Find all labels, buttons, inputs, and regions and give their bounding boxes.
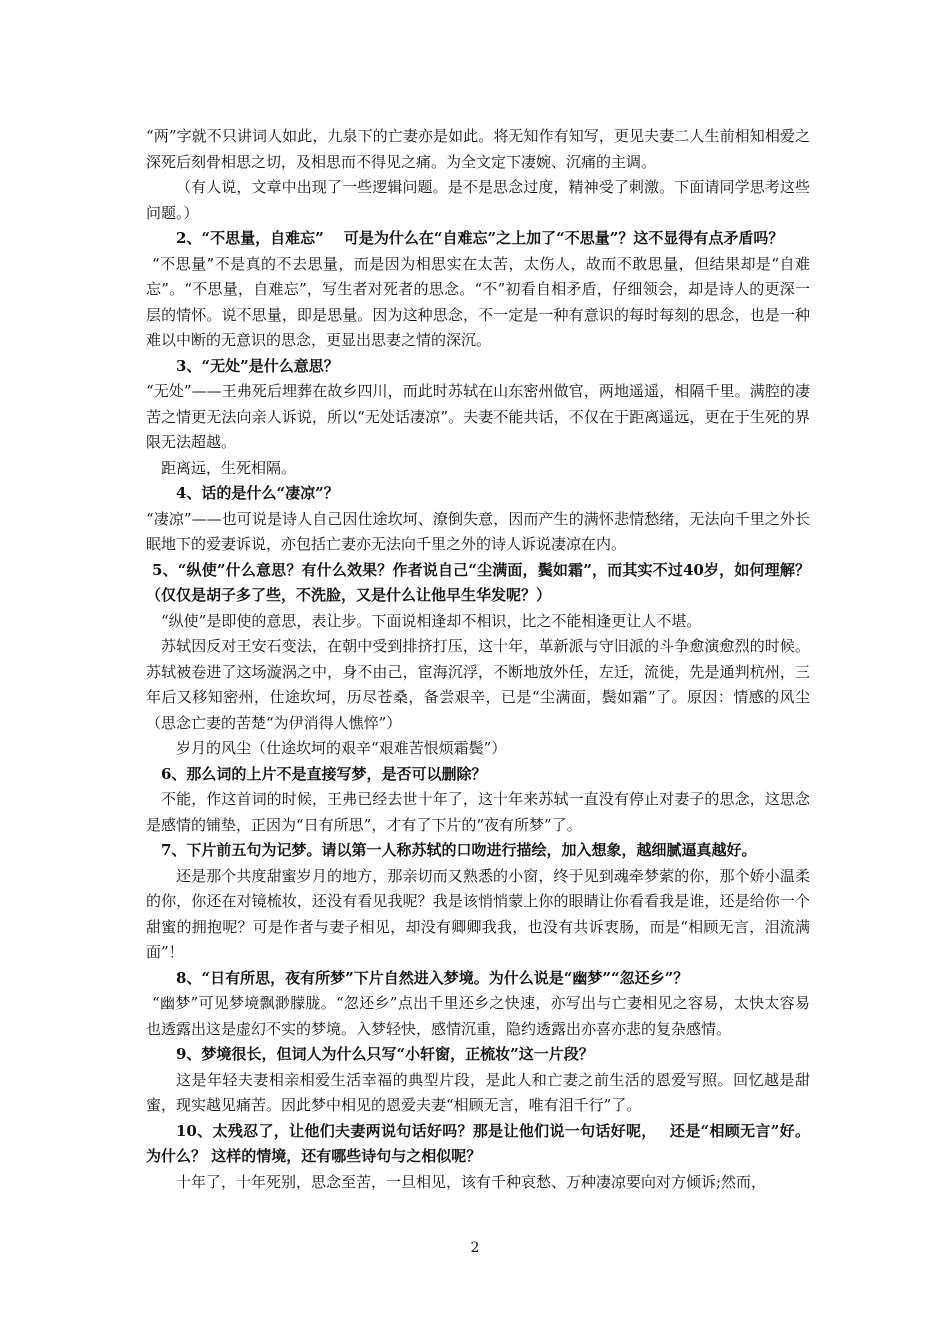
paragraph: 距离远，生死相隔。	[161, 458, 297, 477]
question-heading: 4、话的是什么“凄凉”？	[176, 484, 339, 502]
question-heading: 6、那么词的上片不是直接写梦，是否可以删除？	[161, 764, 487, 783]
paragraph: （有人说，文章中出现了一些逻辑问题。是不是思念过度，精神受了刺激。下面请同学思考这些问题。）	[146, 178, 810, 222]
question-heading: 7、下片前五句为记梦。请以第一人称苏轼的口吻进行描绘，加入想象，越细腻逼真越好。	[161, 841, 757, 859]
question-heading: 3、“无处”是什么意思？	[176, 356, 339, 375]
question-heading: 5、“纵使”什么意思？有什么效果？作者说自己“尘满面，鬓如霜”，而其实不过40岁，如何理解？（仅仅是胡子多了些，不洗脸，又是什么让他早生华发呢？）	[146, 560, 810, 604]
paragraph: “无处”——王弗死后埋葬在故乡四川，而此时苏轼在山东密州做官，两地遥遥，相隔千里。满腔的凄苦之情更无法向亲人诉说，所以“无处话凄凉”。夫妻不能共话，不仅在于距离遥远，更在于生死的界限无法超越。	[146, 382, 810, 451]
paragraph: 这是年轻夫妻相亲相爱生活幸福的典型片段，是此人和亡妻之前生活的恩爱写照。回忆越是甜蜜，现实越见痛苦。因此梦中相见的恩爱夫妻“相顾无言，唯有泪千行”了。	[146, 1070, 810, 1114]
paragraph: “不思量”不是真的不去思量，而是因为相思实在太苦，太伤人，故而不敢思量，但结果却是“自难忘”。“不思量，自难忘”，写生者对死者的思念。“不”初看自相矛盾，仔细领会，却是诗人的更深一层的情怀。说不思量，即是思量。因为这种思念，不一定是一种有意识的每时每刻的思念，也是一种难以中断的无意识的思念，更显出思妻之情的深沉。	[146, 254, 810, 349]
paragraph: 不能，作这首词的时候，王弗已经去世十年了，这十年来苏轼一直没有停止对妻子的思念，这思念是感情的铺垫，正因为“日有所思”，才有了下片的“夜有所梦”了。	[146, 790, 810, 834]
question-heading: 10、太残忍了，让他们夫妻两说句话好吗？那是让他们说一句话好呢， 还是“相顾无言”好。为什么？ 这样的情境，还有哪些诗句与之相似呢？	[146, 1121, 810, 1165]
question-heading: 9、梦境很长，但词人为什么只写“小轩窗，正梳妆”这一片段？	[176, 1045, 594, 1063]
document-body	[146, 124, 810, 1195]
question-heading: 8、“日有所思，夜有所梦”下片自然进入梦境。为什么说是“幽梦”“忽还乡”？	[176, 968, 689, 987]
paragraph: “凄凉”——也可说是诗人自己因仕途坎坷、潦倒失意，因而产生的满怀悲情愁绪，无法向千里之外长眠地下的爱妻诉说，亦包括亡妻亦无法向千里之外的诗人诉说凄凉在内。	[146, 509, 810, 553]
paragraph: 还是那个共度甜蜜岁月的地方，那亲切而又熟悉的小窗，终于见到魂牵梦萦的你，那个娇小温柔的你，你还在对镜梳妆，还没有看见我呢？我是该悄悄蒙上你的眼睛让你看看我是谁，还是给你一个甜蜜的拥抱呢？可是作者与妻子相见，却没有卿卿我我，也没有共诉衷肠，而是“相顾无言，泪流满面”！	[146, 866, 810, 961]
paragraph: “纵使”是即使的意思，表让步。下面说相逢却不相识，比之不能相逢更让人不堪。	[161, 611, 702, 630]
question-heading: 2、“不思量，自难忘” 可是为什么在“自难忘”之上加了“不思量”？这不显得有点矛盾吗？	[176, 229, 784, 247]
paragraph: “幽梦”可见梦境飘渺朦胧。“忽还乡”点出千里还乡之快速，亦写出与亡妻相见之容易，太快太容易也透露出这是虚幻不实的梦境。入梦轻快，感情沉重，隐约透露出亦喜亦悲的复杂感情。	[146, 994, 810, 1038]
page-number: 2	[470, 1240, 480, 1256]
paragraph: 岁月的风尘（仕途坎坷的艰辛“艰难苦恨烦霜鬓”）	[176, 739, 507, 757]
paragraph: 十年了，十年死别，思念至苦，一旦相见，该有千种哀愁、万种凄凉要向对方倾诉;然而，	[176, 1172, 767, 1191]
paragraph: 苏轼因反对王安石变法，在朝中受到排挤打压，这十年，革新派与守旧派的斗争愈演愈烈的时候。苏轼被卷进了这场漩涡之中，身不由己，宦海沉浮，不断地放外任，左迁，流徙，先是通判杭州，三年后又移知密州，仕途坎坷，历尽苍桑，备尝艰辛，已是“尘满面，鬓如霜”了。原因：情感的风尘（思念亡妻的苦楚“为伊消得人憔悴”）	[146, 637, 810, 732]
paragraph: “两”字就不只讲词人如此，九泉下的亡妻亦是如此。将无知作有知写，更见夫妻二人生前相知相爱之深死后刻骨相思之切，及相思而不得见之痛。为全文定下凄婉、沉痛的主调。	[146, 127, 810, 171]
